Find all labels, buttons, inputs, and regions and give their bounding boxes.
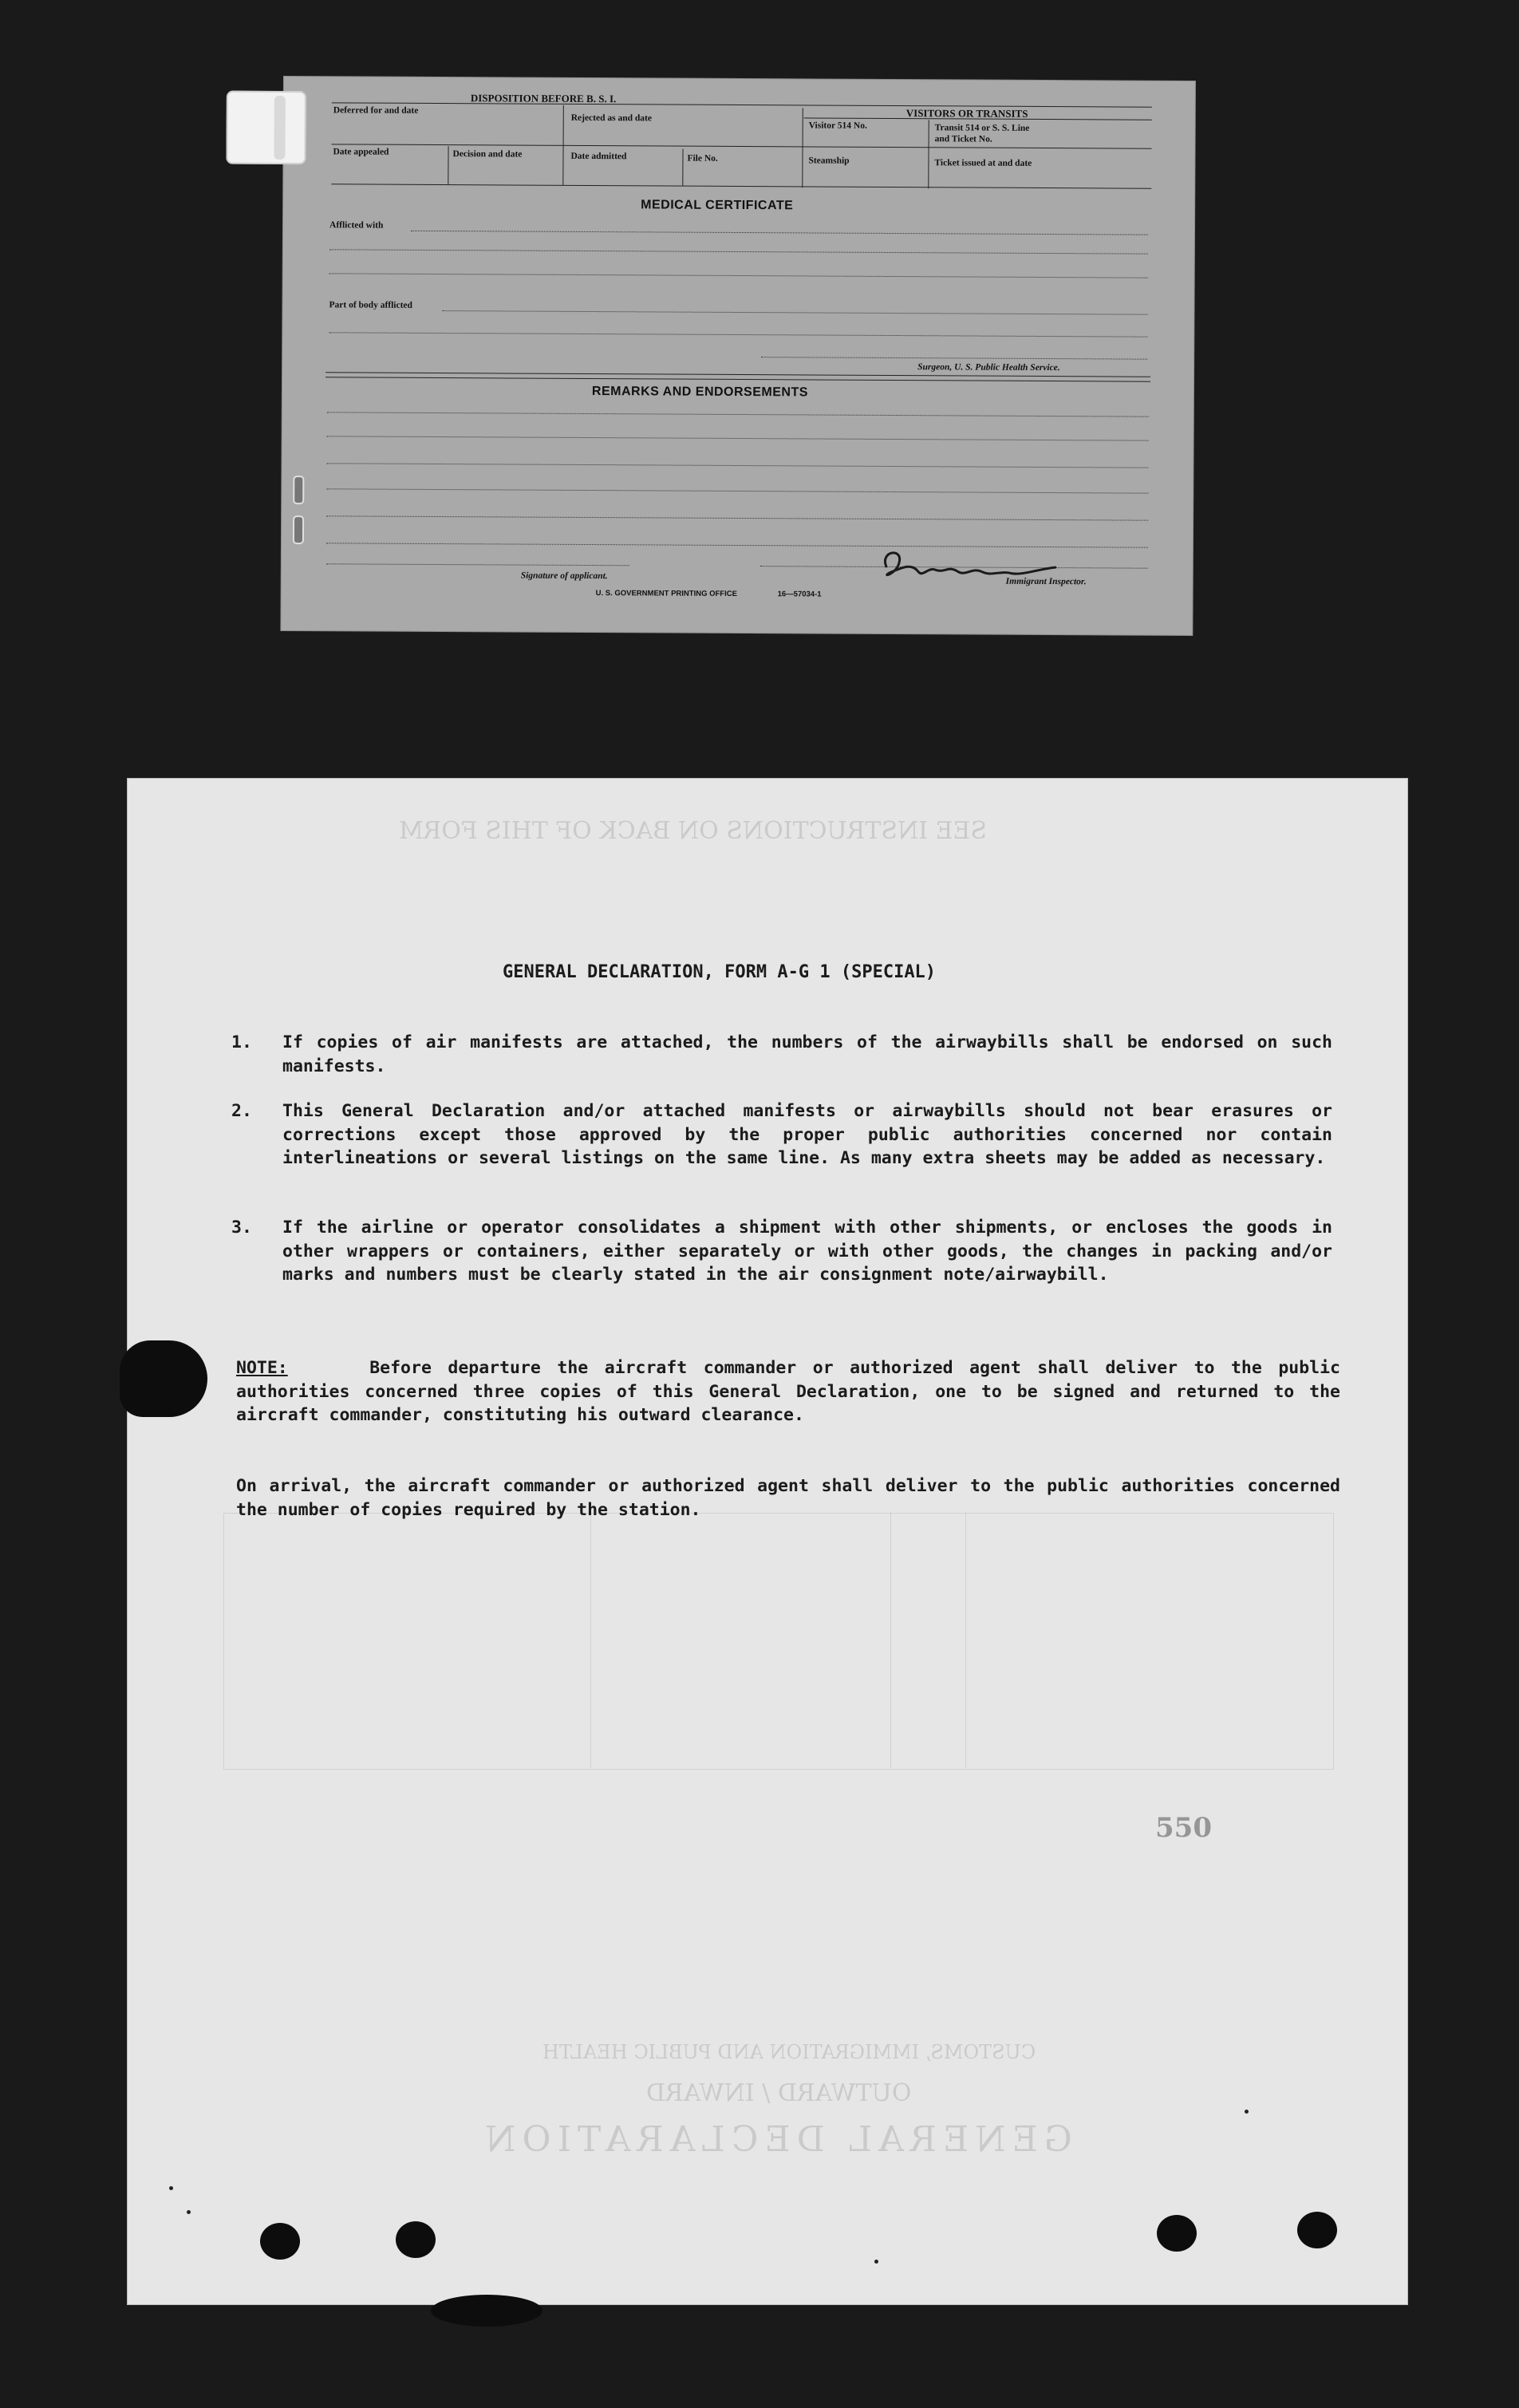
file-no-label: File No. bbox=[687, 153, 718, 164]
applicant-signature-label: Signature of applicant. bbox=[520, 570, 608, 582]
instruction-item bbox=[231, 1216, 1332, 1287]
item-number: 1. bbox=[231, 1032, 252, 1052]
instruction-item bbox=[231, 1099, 1332, 1170]
rule bbox=[332, 144, 1152, 148]
stamp-number: 550 bbox=[1155, 1812, 1212, 1844]
divider bbox=[928, 120, 929, 188]
item-text: If the airline or operator consolidates a shipment with other shipments, or encloses the goods in other wrappers or containers, either separately or with other goods, the changes in packing and/or marks and numbers must be clearly stated in the air consignment note/airwaybill. bbox=[282, 1218, 1332, 1285]
field-line bbox=[442, 310, 1147, 315]
inspector-label: Immigrant Inspector. bbox=[1005, 576, 1087, 587]
item-number: 2. bbox=[231, 1101, 252, 1121]
ghost-table-line bbox=[965, 1513, 966, 1768]
ghost-table bbox=[223, 1513, 1334, 1770]
field-line bbox=[329, 273, 1148, 278]
ghost-table-line bbox=[590, 1513, 591, 1768]
part-of-body-label: Part of body afflicted bbox=[329, 300, 412, 310]
ghost-text: OUTWARD / INWARD bbox=[646, 2079, 912, 2107]
transit-label: Transit 514 or S. S. Line bbox=[934, 123, 1030, 133]
rule bbox=[332, 102, 1152, 107]
rejected-label: Rejected as and date bbox=[570, 113, 653, 124]
departure-note bbox=[236, 1356, 1340, 1427]
remarks-title: REMARKS AND ENDORSEMENTS bbox=[591, 385, 808, 400]
transit-label-2: and Ticket No. bbox=[934, 134, 992, 144]
binder-hole bbox=[1157, 2215, 1197, 2252]
arrival-note: On arrival, the aircraft commander or authorized agent shall deliver to the public authorities concerned the number of copies required by the station. bbox=[236, 1476, 1340, 1520]
ghost-text: SEE INSTRUCTIONS ON BACK OF THIS FORM bbox=[399, 817, 987, 845]
deferred-label: Deferred for and date bbox=[333, 105, 419, 116]
punch-hole bbox=[293, 515, 304, 544]
surgeon-label: Surgeon, U. S. Public Health Service. bbox=[917, 362, 1060, 373]
ticket-label: Ticket issued at and date bbox=[934, 158, 1032, 168]
applicant-signature-line bbox=[326, 563, 629, 566]
date-admitted-label: Date admitted bbox=[570, 151, 627, 162]
rule bbox=[331, 184, 1151, 188]
speck bbox=[169, 2186, 173, 2190]
field-line bbox=[329, 332, 1147, 337]
ghost-text: CUSTOMS, IMMIGRATION AND PUBLIC HEALTH bbox=[542, 2041, 1036, 2063]
signature-line bbox=[761, 357, 1147, 360]
paper-clip bbox=[226, 91, 306, 165]
ink-blot bbox=[120, 1340, 207, 1417]
item-number: 3. bbox=[231, 1218, 252, 1238]
ghost-text: GENERAL DECLARATION bbox=[479, 2119, 1072, 2160]
speck bbox=[874, 2260, 878, 2264]
visitors-title: VISITORS OR TRANSITS bbox=[905, 107, 1028, 120]
printing-office-label: U. S. GOVERNMENT PRINTING OFFICE bbox=[595, 589, 737, 598]
binder-hole bbox=[260, 2223, 300, 2260]
field-line bbox=[326, 463, 1148, 468]
field-line bbox=[327, 412, 1149, 416]
decision-label: Decision and date bbox=[452, 149, 523, 160]
field-line bbox=[326, 515, 1148, 520]
rule bbox=[326, 377, 1150, 381]
steamship-label: Steamship bbox=[808, 156, 850, 166]
speck bbox=[187, 2210, 191, 2214]
rule bbox=[326, 372, 1150, 377]
binder-hole bbox=[1297, 2212, 1337, 2248]
instruction-item bbox=[231, 1031, 1332, 1078]
binder-hole bbox=[396, 2221, 436, 2258]
punch-hole bbox=[293, 476, 304, 504]
divider bbox=[802, 108, 803, 188]
field-line bbox=[326, 488, 1148, 493]
form-code: 16—57034-1 bbox=[777, 590, 822, 599]
note-text: Before departure the aircraft commander or authorized agent shall deliver to the public authorities concerned three copies of this General Declaration, one to be signed and returned to the aircraft commander, constituting his outward clearance. bbox=[236, 1358, 1340, 1425]
form-title: GENERAL DECLARATION, FORM A-G 1 (SPECIAL) bbox=[503, 962, 937, 982]
disposition-title: DISPOSITION BEFORE B. S. I. bbox=[470, 92, 617, 105]
note-label: NOTE: bbox=[236, 1358, 288, 1378]
edge-shadow bbox=[431, 2295, 542, 2327]
field-line bbox=[329, 249, 1148, 254]
visitor-label: Visitor 514 No. bbox=[808, 120, 867, 131]
item-text: If copies of air manifests are attached, the numbers of the airwaybills shall be endorsed on such manifests. bbox=[282, 1032, 1332, 1076]
ghost-table-line bbox=[890, 1513, 891, 1768]
afflicted-label: Afflicted with bbox=[329, 220, 384, 231]
medical-certificate-title: MEDICAL CERTIFICATE bbox=[641, 198, 794, 213]
date-appealed-label: Date appealed bbox=[333, 147, 389, 157]
immigration-card bbox=[281, 77, 1195, 635]
item-text: This General Declaration and/or attached manifests or airwaybills should not bear erasures or corrections except those approved by the proper public authorities concerned nor contain interlineations or several listings on the same line. As many extra sheets may be added as necessary. bbox=[282, 1101, 1332, 1168]
divider bbox=[682, 149, 683, 186]
speck bbox=[1245, 2110, 1249, 2114]
field-line bbox=[327, 436, 1149, 440]
general-declaration-form bbox=[128, 779, 1407, 2304]
field-line bbox=[411, 231, 1148, 235]
